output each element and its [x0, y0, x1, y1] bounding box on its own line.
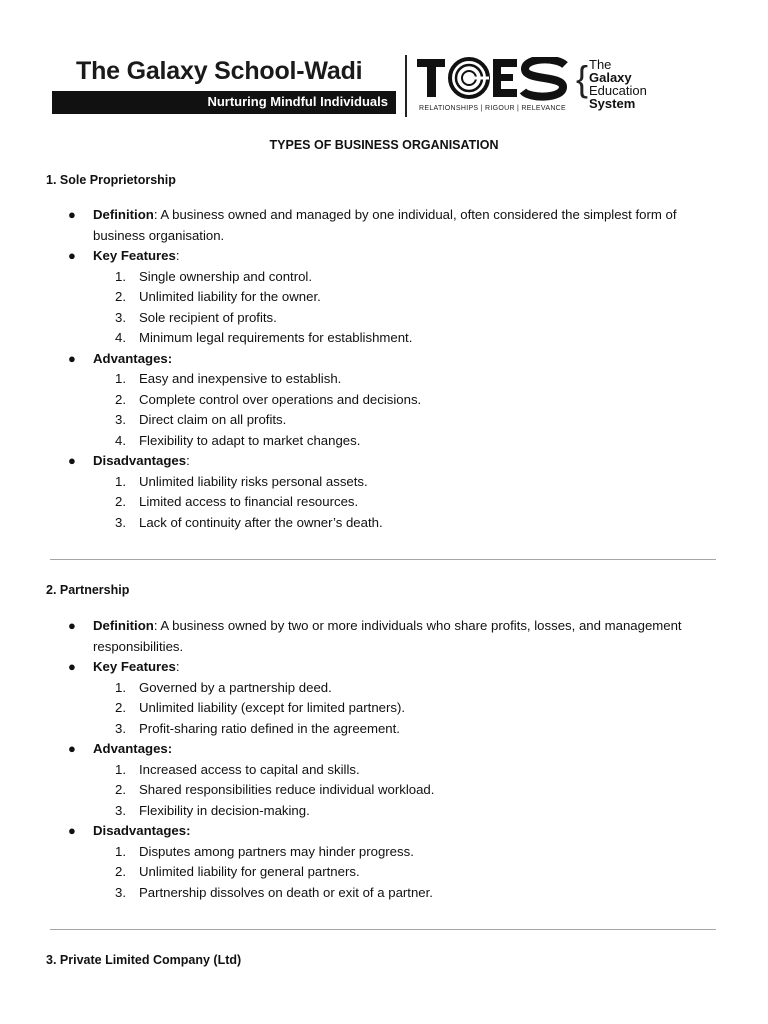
section-divider [50, 559, 716, 560]
list-item-text: Increased access to capital and skills. [139, 761, 360, 777]
bullet-definition [0, 205, 768, 246]
section-heading-partnership: 2. Partnership [46, 583, 130, 597]
galaxy-education-system [589, 58, 647, 110]
tagline: Nurturing Mindful Individuals [207, 94, 388, 109]
list-item: 2. Shared responsibilities reduce individual workload. [115, 782, 435, 797]
bullet-dot: ● [68, 350, 76, 366]
list-item-text: Unlimited liability for general partners. [139, 864, 360, 879]
system-line-4: System [589, 96, 636, 111]
system-line-2: Galaxy [589, 70, 632, 85]
list-item-text: Direct claim on all profits. [139, 412, 287, 427]
list-item: 2. Unlimited liability for general partners. [115, 864, 360, 879]
list-item-text: Limited access to financial resources. [139, 494, 359, 509]
list-item-text: Shared responsibilities reduce individual workload. [139, 782, 435, 797]
disadvantages-label: Disadvantages [93, 823, 187, 838]
bullet-dot: ● [68, 659, 76, 674]
list-item: 3. Sole recipient of profits. [115, 309, 277, 325]
list-item: 3. Direct claim on all profits. [115, 412, 287, 427]
list-item: 3. Profit-sharing ratio defined in the agreement. [115, 720, 400, 736]
list-item-text: Unlimited liability for the owner. [139, 289, 321, 304]
key-features-label: Key Features [93, 248, 176, 263]
list-item: 2. Unlimited liability for the owner. [115, 289, 321, 304]
section-1-content [0, 205, 768, 533]
school-name: The Galaxy School-Wadi [76, 57, 363, 85]
bullet-dot: ● [68, 453, 76, 468]
bullet-dot: ● [68, 248, 76, 263]
list-item-text: Easy and inexpensive to establish. [139, 371, 342, 386]
advantages-label: Advantages [93, 350, 168, 366]
list-item-text: Unlimited liability (except for limited partners). [139, 700, 406, 715]
list-item-text: Flexibility in decision-making. [139, 802, 310, 818]
list-item-text: Lack of continuity after the owner’s death. [139, 514, 383, 530]
list-item: 1. Increased access to capital and skills. [115, 761, 360, 777]
list-item: 2. Limited access to financial resources. [115, 494, 359, 509]
system-line-1: The [589, 57, 612, 72]
page-header [52, 55, 672, 119]
list-item: 1. Governed by a partnership deed. [115, 679, 332, 695]
advantages-label: Advantages [93, 741, 168, 756]
list-item-text: Governed by a partnership deed. [139, 679, 332, 695]
list-item-text: Complete control over operations and decisions. [139, 391, 422, 407]
list-item: 1. Unlimited liability risks personal assets. [115, 473, 368, 489]
header-divider [405, 55, 407, 117]
bullet-dot: ● [68, 823, 76, 838]
list-item-text: Profit-sharing ratio defined in the agreement. [139, 720, 400, 736]
bullet-advantages: ● Advantages: [0, 739, 768, 760]
tges-logo [417, 57, 587, 119]
tges-logo-icon [417, 57, 587, 105]
bullet-dot: ● [68, 618, 76, 633]
tagline-bar [52, 91, 396, 114]
list-item-text: Sole recipient of profits. [139, 309, 277, 325]
section-heading-sole-proprietorship: 1. Sole Proprietorship [46, 173, 176, 187]
disadvantages-label: Disadvantages [93, 453, 187, 468]
list-item: 4. Flexibility to adapt to market changes. [115, 432, 361, 448]
list-item-text: Flexibility to adapt to market changes. [139, 432, 361, 448]
bullet-disadvantages: ● Disadvantages: [0, 451, 768, 472]
bullet-key-features: ● Key Features: [0, 657, 768, 678]
list-item: 3. Flexibility in decision-making. [115, 802, 310, 818]
definition-label: Definition [93, 618, 154, 633]
section-heading-private-limited-company: 3. Private Limited Company (Ltd) [46, 953, 242, 967]
list-item: 2. Complete control over operations and decisions. [115, 391, 422, 407]
list-item: 3. Lack of continuity after the owner’s death. [115, 514, 383, 530]
bullet-definition [0, 616, 768, 657]
definition-label: Definition [93, 207, 154, 222]
document-title: TYPES OF BUSINESS ORGANISATION [269, 138, 499, 152]
bullet-advantages: ● Advantages: [0, 349, 768, 370]
brace-glyph: { [576, 58, 589, 99]
logo-motto: RELATIONSHIPS | RIGOUR | RELEVANCE [419, 105, 566, 112]
section-divider [50, 929, 716, 930]
bullet-disadvantages: ● Disadvantages: [0, 821, 768, 842]
list-item-text: Single ownership and control. [139, 268, 313, 284]
list-item: 1. Easy and inexpensive to establish. [115, 371, 342, 386]
list-item: 1. Disputes among partners may hinder progress. [115, 843, 414, 859]
list-item: 4. Minimum legal requirements for establishment. [115, 330, 413, 345]
section-2-content [0, 616, 768, 903]
bullet-dot: ● [68, 207, 76, 222]
list-item-text: Disputes among partners may hinder progress. [139, 843, 414, 859]
list-item-text: Minimum legal requirements for establishment. [139, 330, 413, 345]
bullet-key-features: ● Key Features: [0, 246, 768, 267]
definition-text: : A business owned and managed by one individual, often considered the simplest form of business organisation. [93, 207, 677, 243]
definition-text: : A business owned by two or more individuals who share profits, losses, and management responsibilities. [93, 618, 682, 654]
list-item: 2. Unlimited liability (except for limited partners). [115, 700, 406, 715]
list-item: 3. Partnership dissolves on death or exit of a partner. [115, 884, 433, 900]
list-item-text: Unlimited liability risks personal assets. [139, 473, 368, 489]
list-item-text: Partnership dissolves on death or exit of a partner. [139, 884, 433, 900]
system-line-3: Education [589, 83, 647, 98]
list-item: 1. Single ownership and control. [115, 268, 313, 284]
bullet-dot: ● [68, 741, 76, 756]
key-features-label: Key Features [93, 659, 176, 674]
